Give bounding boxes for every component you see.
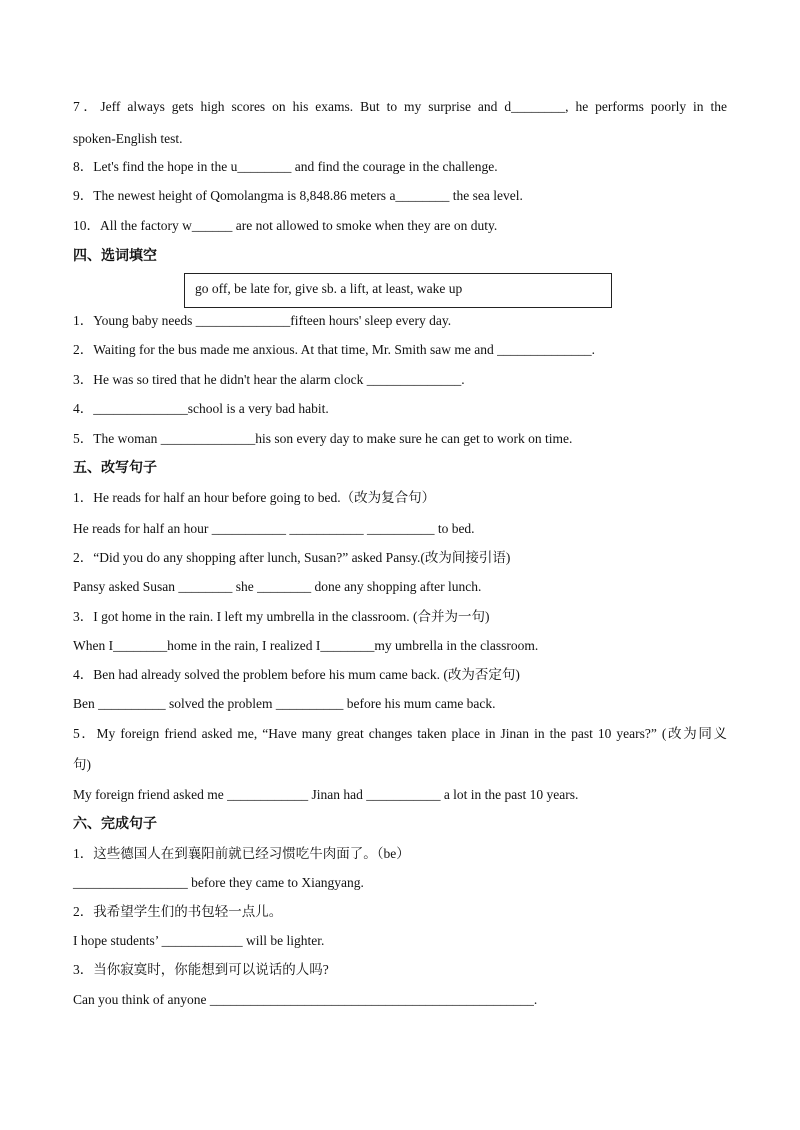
s5-answer-4: Ben __________ solved the problem __________ before his mum came back. [73,696,496,711]
s6-question-1: 1．这些德国人在到襄阳前就已经习惯吃牛肉面了。（be） [73,846,410,861]
s5-question-1: 1．He reads for half an hour before going to bed.（改为复合句） [73,490,436,505]
s5-answer-3: When I________home in the rain, I realized I________my umbrella in the classroom. [73,638,539,653]
s4-question-5: 5．The woman ______________his son every day to make sure he can get to work on time. [73,431,573,446]
section-6-heading: 六、完成句子 [73,816,157,832]
s5-question-2: 2．“Did you do any shopping after lunch, Susan?” asked Pansy.(改为间接引语) [73,550,511,565]
s5-question-5-line2: 句) [73,757,91,772]
section-5-heading: 五、改写句子 [73,460,157,476]
s6-question-3: 3．当你寂寞时，你能想到可以说话的人吗? [73,962,329,977]
s6-answer-1: _________________ before they came to Xiangyang. [73,875,364,890]
s5-answer-5: My foreign friend asked me ____________ Jinan had ___________ a lot in the past 10 years. [73,787,579,802]
s5-question-4: 4．Ben had already solved the problem before his mum came back. (改为否定句) [73,667,520,682]
question-9: 9．The newest height of Qomolangma is 8,848.86 meters a________ the sea level. [73,188,523,203]
s5-answer-2: Pansy asked Susan ________ she ________ done any shopping after lunch. [73,579,482,594]
question-7-line2: spoken-English test. [73,131,183,146]
s6-answer-3: Can you think of anyone ________________________________________________. [73,992,538,1007]
s4-question-3: 3．He was so tired that he didn't hear the alarm clock ______________. [73,372,465,387]
s5-question-3: 3．I got home in the rain. I left my umbrella in the classroom. (合并为一句) [73,609,490,624]
question-7-line1: 7．Jeff always gets high scores on his exams. But to my surprise and d________, he performs poorly in the [73,99,727,114]
s4-question-2: 2．Waiting for the bus made me anxious. At that time, Mr. Smith saw me and ______________. [73,342,595,357]
s6-question-2: 2．我希望学生们的书包轻一点儿。 [73,904,283,919]
word-choice-list: go off, be late for, give sb. a lift, at least, wake up [195,281,463,296]
section-4-heading: 四、选词填空 [73,248,157,264]
question-10: 10．All the factory w______ are not allowed to smoke when they are on duty. [73,218,498,233]
s5-question-5-line1: 5．My foreign friend asked me, “Have many great changes taken place in Jinan in the past 10 years?” (改为同义 [73,726,727,741]
word-choice-box [184,273,612,308]
question-8: 8．Let's find the hope in the u________ and find the courage in the challenge. [73,159,498,174]
s6-answer-2: I hope students’ ____________ will be lighter. [73,933,325,948]
s4-question-4: 4．______________school is a very bad habit. [73,401,329,416]
s5-answer-1: He reads for half an hour ___________ ___________ __________ to bed. [73,521,475,536]
s4-question-1: 1．Young baby needs ______________fifteen hours' sleep every day. [73,313,452,328]
